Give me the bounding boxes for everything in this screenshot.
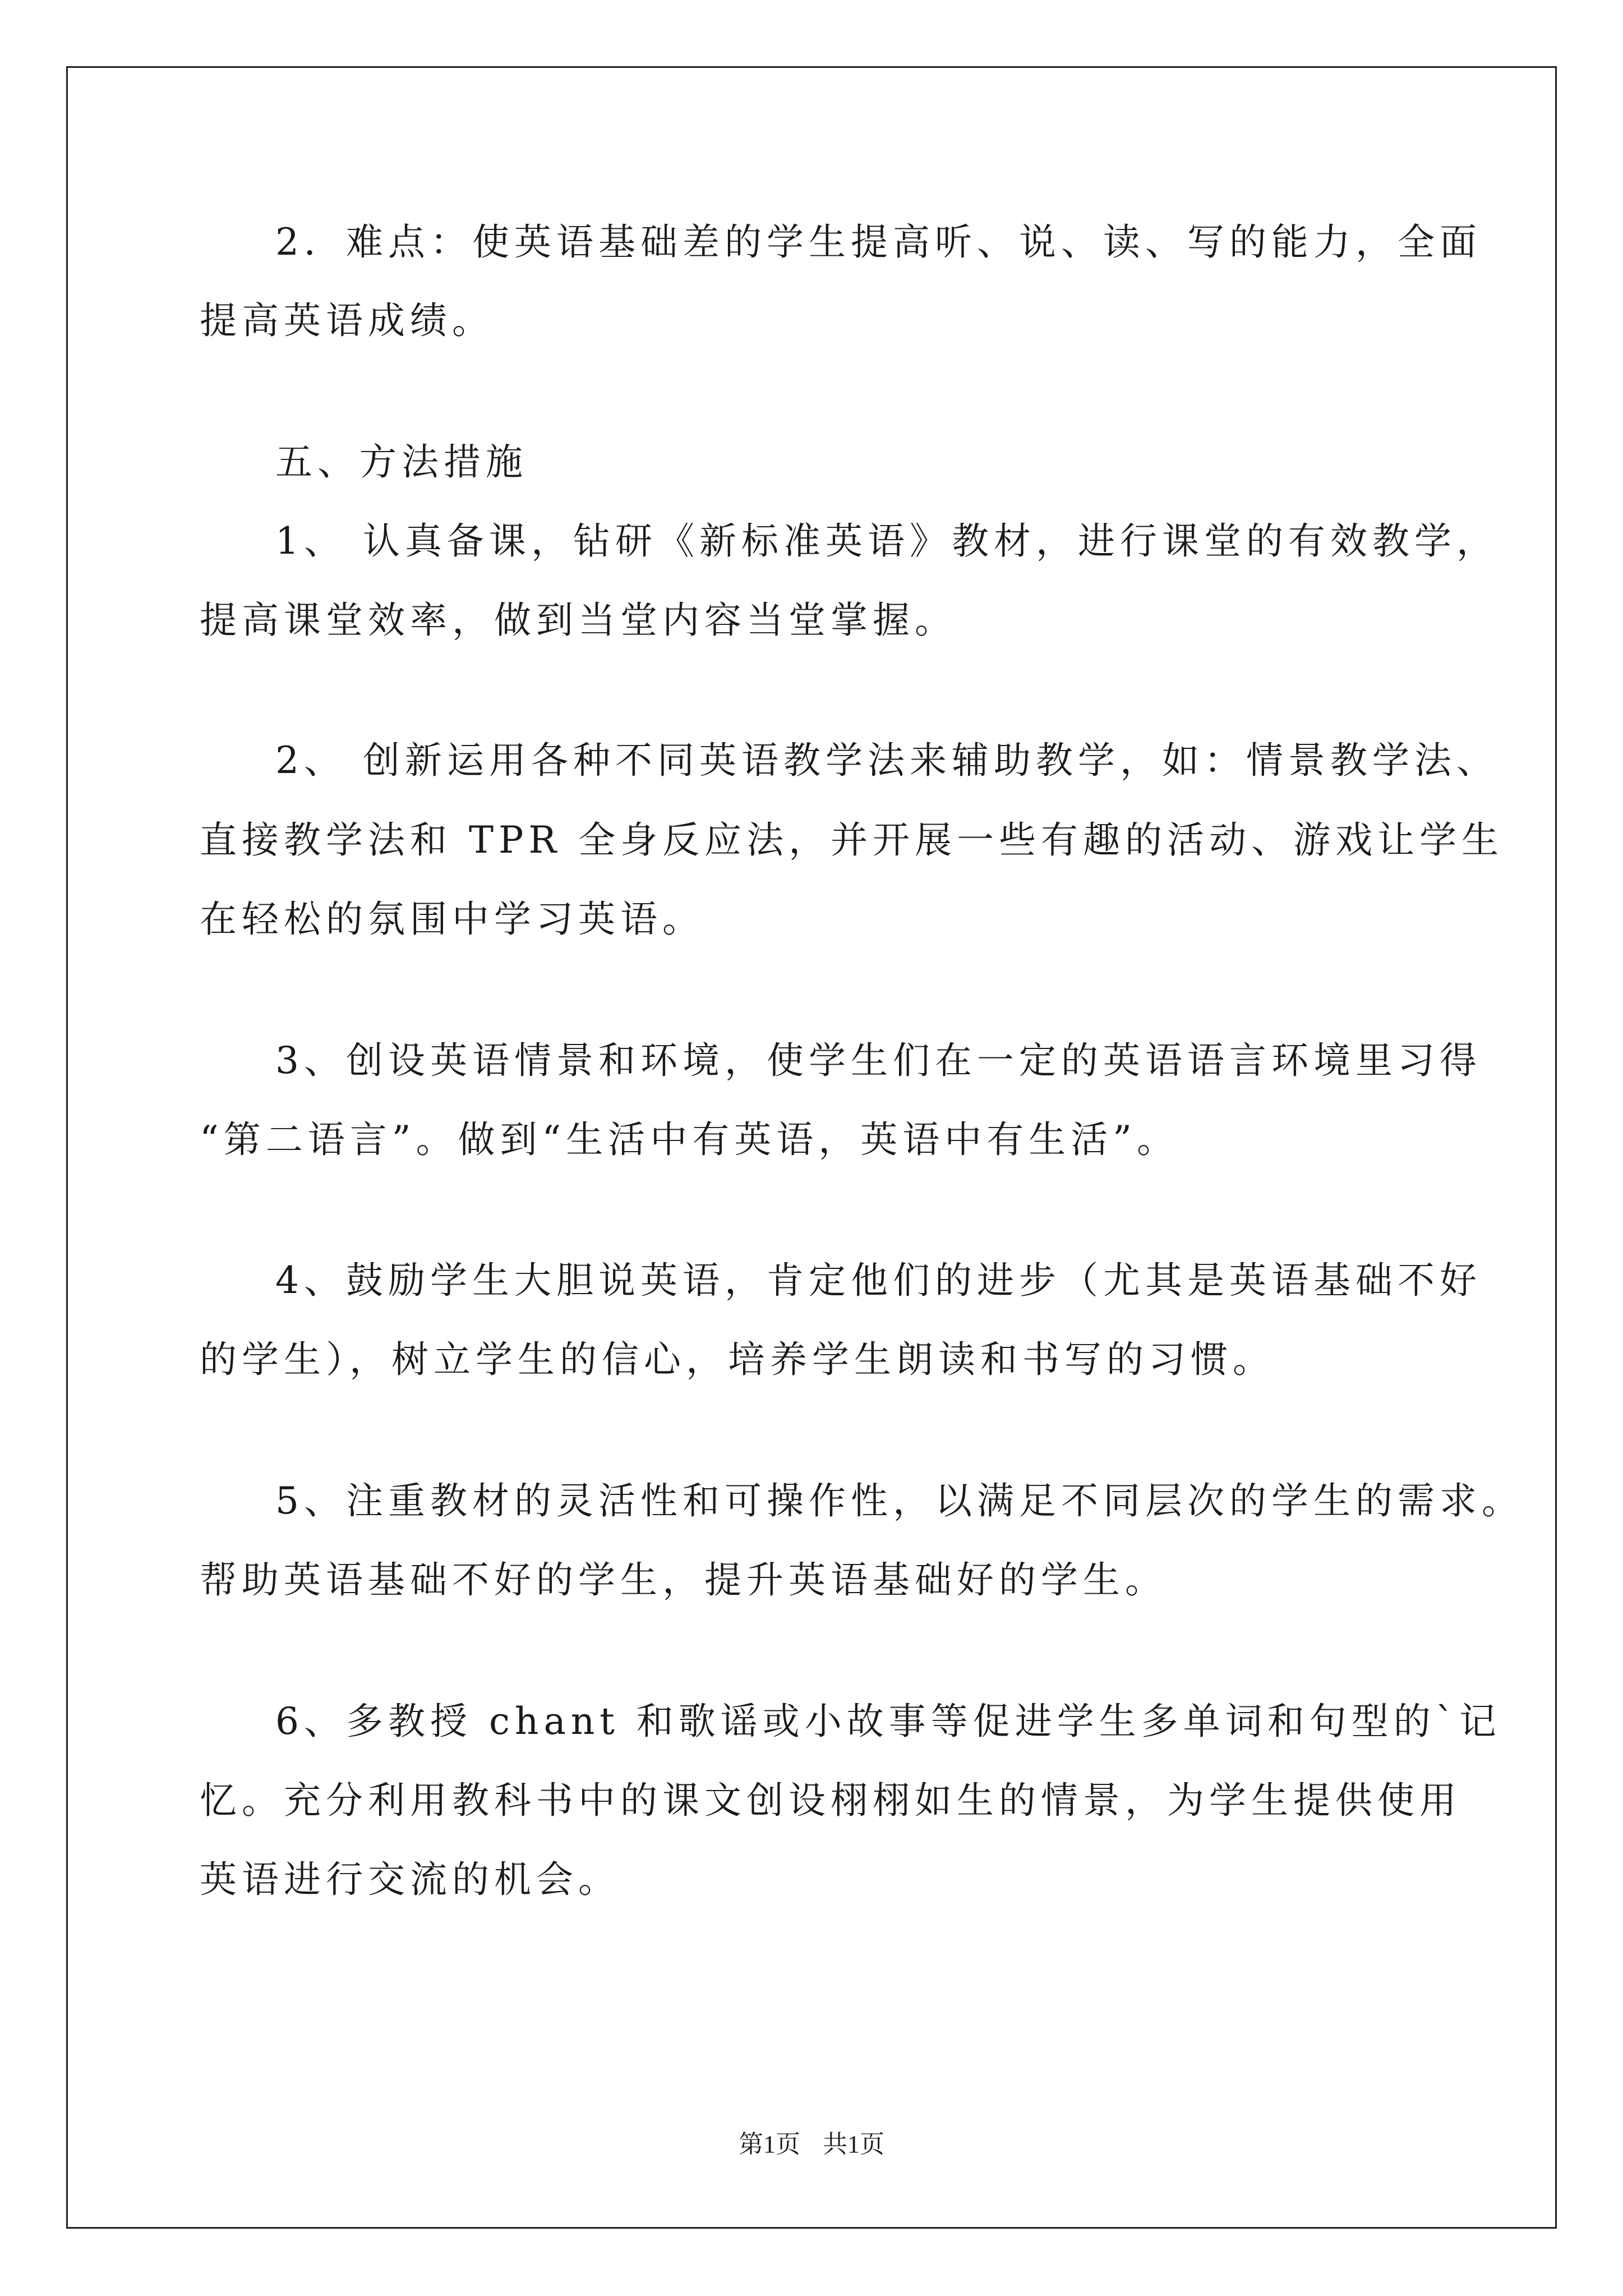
item-5-line-1: 5、注重教材的灵活性和可操作性，以满足不同层次的学生的需求。 <box>275 1479 1524 1522</box>
page-number-current: 第1页 <box>739 2131 800 2158</box>
item-1-line-2: 提高课堂效率，做到当堂内容当堂掌握。 <box>200 599 957 642</box>
page-footer <box>0 2129 1623 2160</box>
item-2-line-1: 2、 创新运用各种不同英语教学法来辅助教学，如：情景教学法、 <box>275 739 1498 782</box>
item-5-line-2: 帮助英语基础不好的学生，提升英语基础好的学生。 <box>200 1558 1167 1602</box>
item-4-line-2: 的学生），树立学生的信心，培养学生朗读和书写的习惯。 <box>200 1338 1275 1381</box>
item-3-line-1: 3、创设英语情景和环境，使学生们在一定的英语语言环境里习得 <box>275 1039 1482 1082</box>
item-3-line-2: “第二语言”。做到“生活中有英语，英语中有生活”。 <box>200 1118 1179 1161</box>
item-1-line-1: 1、 认真备课，钻研《新标准英语》教材，进行课堂的有效教学， <box>275 519 1498 563</box>
section-heading-methods: 五、方法措施 <box>275 440 528 484</box>
paragraph-difficulty-line-1: 2．难点：使英语基础差的学生提高听、说、读、写的能力，全面 <box>275 220 1482 264</box>
item-2-line-3: 在轻松的氛围中学习英语。 <box>200 898 704 941</box>
item-4-line-1: 4、鼓励学生大胆说英语，肯定他们的进步（尤其是英语基础不好 <box>275 1259 1482 1302</box>
item-6-line-2: 忆。充分利用教科书中的课文创设栩栩如生的情景，为学生提供使用 <box>200 1779 1461 1822</box>
item-6-line-1: 6、多教授 chant 和歌谣或小故事等促进学生多单词和句型的`记 <box>275 1700 1501 1743</box>
item-6-line-3: 英语进行交流的机会。 <box>200 1858 620 1901</box>
item-2-line-2: 直接教学法和 TPR 全身反应法，并开展一些有趣的活动、游戏让学生 <box>200 818 1504 862</box>
page-number-total: 共1页 <box>823 2131 884 2158</box>
paragraph-difficulty-line-2: 提高英语成绩。 <box>200 299 494 342</box>
